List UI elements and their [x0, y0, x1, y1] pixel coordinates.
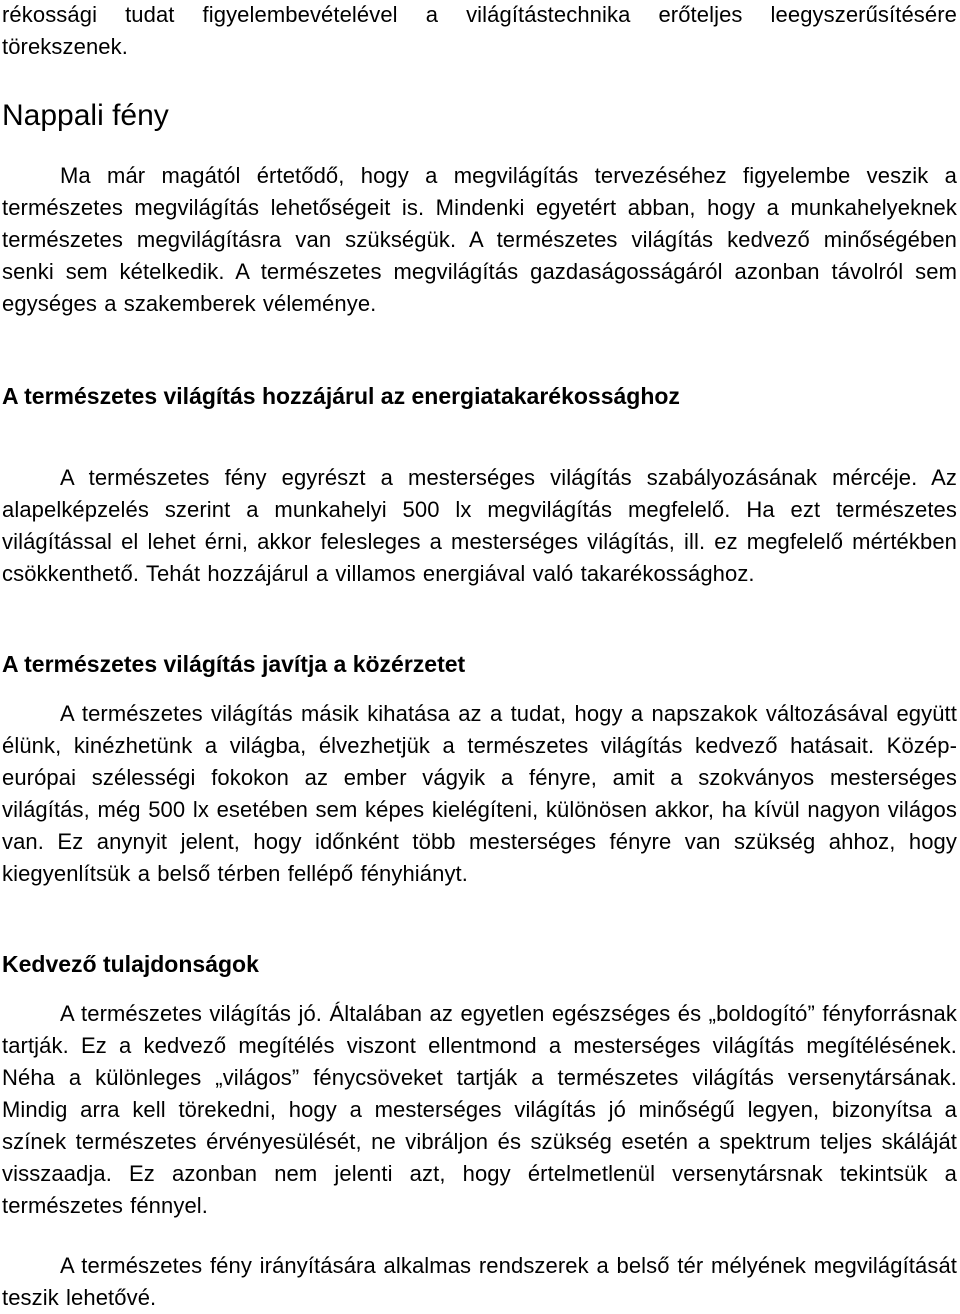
heading-wellbeing: A természetes világítás javítja a közérzetet	[2, 651, 466, 677]
heading-energy-saving: A természetes világítás hozzájárul az energiatakarékossághoz	[2, 383, 680, 409]
intro-paragraph: rékossági tudat figyelembevételével a világítástechnika erőteljes leegyszerűsítésére törekszenek.	[2, 2, 957, 59]
paragraph-light-direction: A természetes fény irányítására alkalmas rendszerek a belső tér mélyének megvilágítását teszik lehetővé.	[2, 1253, 957, 1310]
heading-daylight: Nappali fény	[2, 99, 169, 132]
paragraph-daylight: Ma már magától értetődő, hogy a megvilágítás tervezéséhez figyelembe veszik a természetes megvilágítás lehetőségeit is. Mindenki egyetért abban, hogy a munkahelyeknek természetes megvilágításra van szükségük. A természetes világítás kedvező minőségében senki sem kételkedik. A természetes megvilágítás gazdaságosságáról azonban távolról sem egységes a szakemberek véleménye.	[2, 163, 957, 316]
heading-favorable-properties: Kedvező tulajdonságok	[2, 951, 259, 977]
paragraph-favorable-properties: A természetes világítás jó. Általában az egyetlen egészséges és „boldogító” fényforrásnak tartják. Ez a kedvező megítélés viszont ellentmond a mesterséges világítás megítélésének. Néha a különleges „világos” fénycsöveket tartják a természetes világítás versenytársának. Mindig arra kell törekedni, hogy a mesterséges világítás jó minőségű legyen, bizonyítsa a színek természetes érvényesülését, ne vibráljon és szükség esetén a spektrum teljes skáláját visszaadja. Ez azonban nem jelenti azt, hogy értelmetlenül versenytársnak tekintsük a természetes fénnyel.	[2, 1001, 957, 1218]
paragraph-wellbeing: A természetes világítás másik kihatása az a tudat, hogy a napszakok változásával együtt élünk, kinézhetünk a világba, élvezhetjük a természetes világítás kedvező hatásait. Közép-európai szélességi fokokon az ember vágyik a fényre, amit a szokványos mesterséges világítás, még 500 lx esetében sem képes kielégíteni, különösen akkor, ha kívül nagyon világos van. Ez anynyit jelent, hogy időnként több mesterséges fényre van szükség ahhoz, hogy kiegyenlítsük a belső térben fellépő fényhiányt.	[2, 701, 957, 886]
paragraph-energy-saving: A természetes fény egyrészt a mesterséges világítás szabályozásának mércéje. Az alapelképzelés szerint a munkahelyi 500 lx megvilágítás megfelelő. Ha ezt természetes világítással el lehet érni, akkor felesleges a mesterséges világítás, ill. ez megfelelő mértékben csökkenthető. Tehát hozzájárul a villamos energiával való takarékossághoz.	[2, 465, 957, 586]
